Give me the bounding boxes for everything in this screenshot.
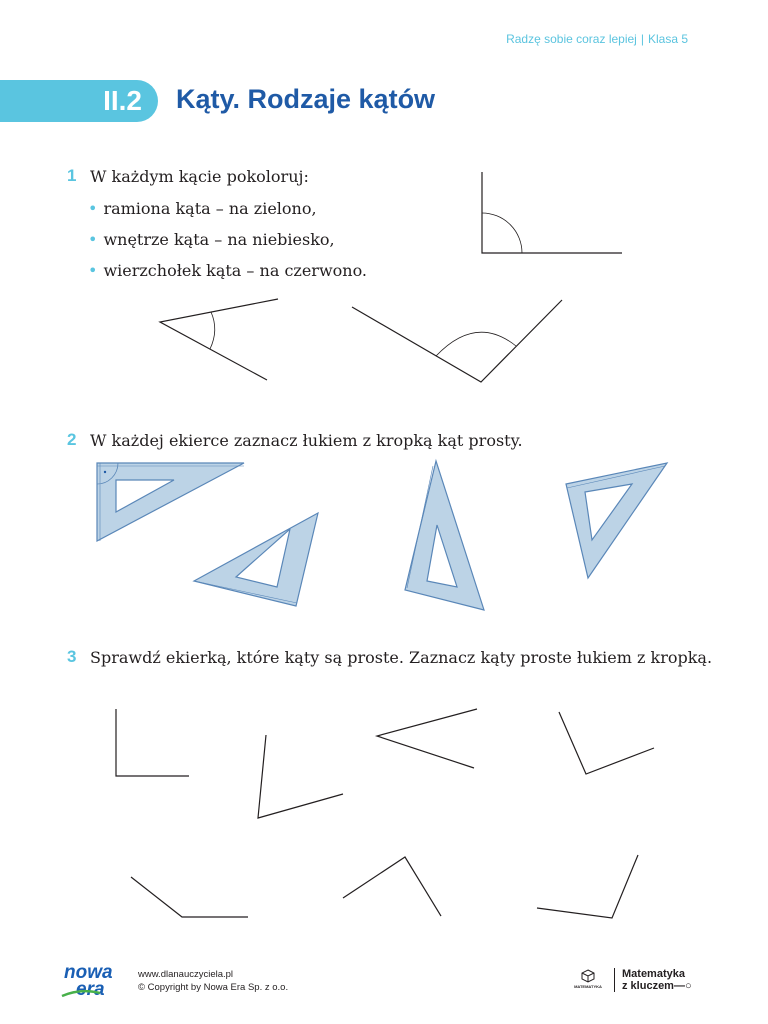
section-number: II.2	[103, 85, 142, 116]
angle-5[interactable]	[131, 877, 248, 917]
series-name: Radzę sobie coraz lepiej	[506, 32, 637, 46]
bullet-text: wierzchołek kąta – na czerwono.	[103, 261, 368, 280]
set-square-4[interactable]	[566, 463, 667, 578]
page-title: Kąty. Rodzaje kątów	[176, 84, 436, 114]
bullet-text: wnętrze kąta – na niebiesko,	[103, 230, 335, 249]
brand-small-label: MATEMATYKA	[574, 984, 602, 989]
bullet-dot: •	[88, 261, 98, 280]
task-3-number: 3	[67, 647, 77, 666]
set-square-1[interactable]	[97, 463, 244, 541]
brand-line-2	[622, 980, 692, 992]
nowa-era-logo	[64, 964, 113, 998]
footer-website[interactable]: www.dlanauczyciela.pl	[138, 969, 234, 980]
bullet-text: ramiona kąta – na zielono,	[103, 199, 317, 218]
logo-line-1: nowa	[64, 962, 113, 983]
task-1-text: W każdym kącie pokoloruj:	[90, 167, 309, 186]
bullet-dot: •	[88, 230, 98, 249]
matematyka-z-kluczem-logo	[622, 968, 692, 992]
task-1-number: 1	[67, 166, 77, 185]
key-icon: —○	[673, 980, 692, 992]
footer-copyright: © Copyright by Nowa Era Sp. z o.o.	[138, 982, 289, 993]
task-3-text: Sprawdź ekierką, które kąty są proste. Zaznacz kąty proste łukiem z kropką.	[90, 648, 713, 667]
brand-line-2-text: z kluczem	[622, 980, 674, 992]
angle-right-example[interactable]	[482, 172, 622, 253]
footer-info	[138, 968, 288, 994]
angle-7[interactable]	[537, 855, 638, 918]
angle-obtuse-example[interactable]	[352, 300, 562, 382]
header-separator: |	[640, 32, 644, 46]
angle-acute-example[interactable]	[160, 299, 278, 380]
angle-6[interactable]	[343, 857, 441, 916]
brand-divider	[614, 968, 615, 992]
task-2-number: 2	[67, 430, 77, 449]
angle-3[interactable]	[377, 709, 477, 768]
cube-icon	[579, 969, 597, 983]
bullet-dot: •	[88, 199, 98, 218]
grade-label: Klasa 5	[647, 32, 688, 46]
set-square-2[interactable]	[194, 513, 318, 606]
angle-4[interactable]	[559, 712, 654, 774]
angle-1[interactable]	[116, 709, 189, 776]
set-square-3[interactable]	[405, 461, 484, 610]
angle-2[interactable]	[258, 735, 343, 818]
logo-line-2: era	[76, 979, 105, 1000]
task-2-text: W każdej ekierce zaznacz łukiem z kropką kąt prosty.	[90, 431, 523, 450]
brand-line-1: Matematyka	[622, 968, 685, 980]
